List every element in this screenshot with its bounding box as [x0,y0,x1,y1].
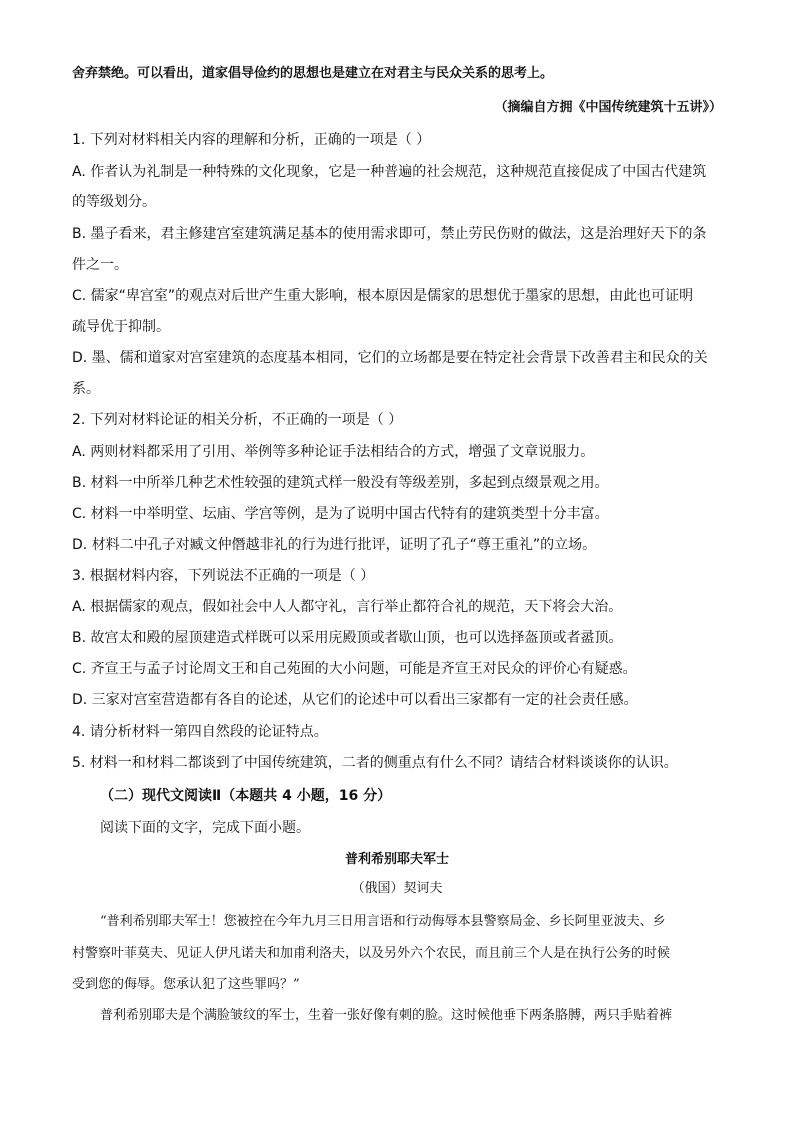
question-1-option-c-cont: 疏导优于抑制。 [72,319,170,335]
story-paragraph-1-line-1: “普利希别耶夫军士！您被控在今年九月三日用言语和行动侮辱本县警察局金、乡长阿里亚波夫、乡 [100,914,666,929]
source-citation: （摘编自方拥《中国传统建筑十五讲》） [494,100,722,115]
story-paragraph-1-line-2: 村警察叶菲莫夫、见证人伊凡诺夫和加甫利洛夫，以及另外六个农民，而且前三个人是在执行公务的时候 [72,946,671,961]
question-1-option-b-cont: 件之一。 [72,257,128,273]
question-1-option-c: C. 儒家“卑宫室”的观点对后世产生重大影响，根本原因是儒家的思想优于墨家的思想，由此也可证明 [72,288,694,304]
intro-ending-paragraph: 舍弃禁绝。可以看出，道家倡导俭约的思想也是建立在对君主与民众关系的思考上。 [72,66,554,81]
question-2-stem: 2. 下列对材料论证的相关分析，不正确的一项是（ ） [72,412,403,428]
question-1-option-d-cont: 系。 [72,381,100,397]
question-2-option-b: B. 材料一中所举几种艺术性较强的建筑式样一般没有等级差别，多起到点缀景观之用。 [72,475,609,491]
question-1-stem: 1. 下列对材料相关内容的理解和分析，正确的一项是（ ） [72,132,431,148]
story-author: （俄国）契诃夫 [351,881,443,896]
section-instruction: 阅读下面的文字，完成下面小题。 [100,820,310,836]
question-1-option-b: B. 墨子看来，君主修建宫室建筑满足基本的使用需求即可，禁止劳民伤财的做法，这是治理好天下的条 [72,226,707,242]
question-3-option-b: B. 故宫太和殿的屋顶建造式样既可以采用庑殿顶或者歇山顶，也可以选择盔顶或者盝顶。 [72,630,623,646]
question-3-stem: 3. 根据材料内容，下列说法不正确的一项是（ ） [72,568,375,584]
question-2-option-d: D. 材料二中孔子对臧文仲僭越非礼的行为进行批评，证明了孔子“尊王重礼”的立场。 [72,537,597,553]
question-4-stem: 4. 请分析材料一第四自然段的论证特点。 [72,724,328,740]
story-paragraph-1-line-3: 受到您的侮辱。您承认犯了这些罪吗？” [72,977,300,992]
story-title: 普利希别耶夫军士 [344,852,449,867]
question-2-option-c: C. 材料一中举明堂、坛庙、学宫等例，是为了说明中国古代特有的建筑类型十分丰富。 [72,506,609,522]
question-1-option-a: A. 作者认为礼制是一种特殊的文化现象，它是一种普遍的社会规范，这种规范直接促成了中国古代建筑 [72,164,707,180]
question-3-option-a: A. 根据儒家的观点，假如社会中人人都守礼，言行举止都符合礼的规范，天下将会大治。 [72,599,623,615]
question-5-stem: 5. 材料一和材料二都谈到了中国传统建筑，二者的侧重点有什么不同？请结合材料谈谈你的认识。 [72,755,678,771]
story-paragraph-2-line-1: 普利希别耶夫是个满脸皱纹的军士，生着一张好像有刺的脸。这时候他垂下两条胳膊，两只手贴着裤 [100,1008,673,1023]
question-1-option-d: D. 墨、儒和道家对宫室建筑的态度基本相同，它们的立场都是要在特定社会背景下改善君主和民众的关 [72,350,708,366]
question-2-option-a: A. 两则材料都采用了引用、举例等多种论证手法相结合的方式，增强了文章说服力。 [72,444,595,460]
question-1-option-a-cont: 的等级划分。 [72,194,156,210]
section-heading: （二）现代文阅读Ⅱ（本题共 4 小题，16 分） [100,788,392,804]
question-3-option-d: D. 三家对宫室营造都有各自的论述，从它们的论述中可以看出三家都有一定的社会责任感。 [72,692,638,708]
question-3-option-c: C. 齐宣王与孟子讨论周文王和自己苑囿的大小问题，可能是齐宣王对民众的评价心有疑惑。 [72,661,637,677]
